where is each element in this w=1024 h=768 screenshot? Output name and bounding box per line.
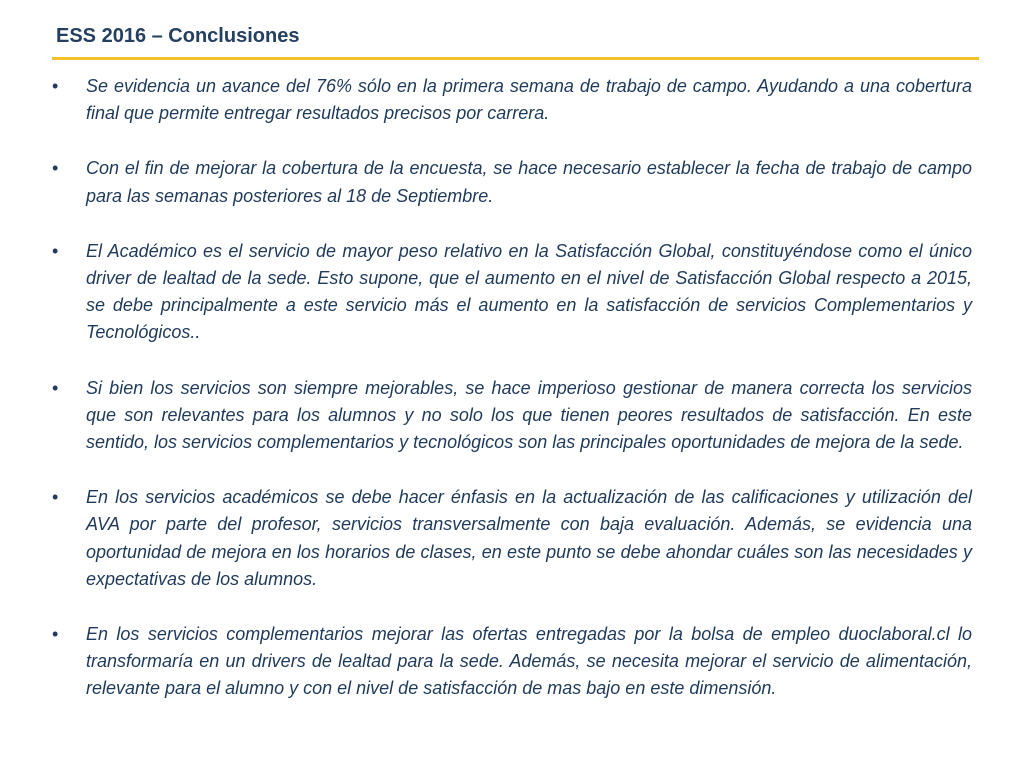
list-item-text: Si bien los servicios son siempre mejorables, se hace imperioso gestionar de manera correcta los servicios que son relevantes para los alumnos y no solo los que tienen peores resultados de satisfacción. En este sentido, los servicios complementarios y tecnológicos son las principales oportunidades de mejora de la sede. <box>86 377 972 453</box>
list-item-text: En los servicios académicos se debe hacer énfasis en la actualización de las calificaciones y utilización del AVA por parte del profesor, servicios transversalmente con baja evaluación. Además, se evidencia una oportunidad de mejora en los horarios de clases, en este punto se debe ahondar cuáles son las necesidades y expectativas de los alumnos. <box>86 487 972 589</box>
list-item <box>52 155 972 209</box>
conclusions-list <box>52 73 972 703</box>
bullet-icon: • <box>52 240 59 261</box>
bullet-icon: • <box>52 377 59 398</box>
list-item <box>52 73 972 127</box>
list-item <box>52 238 972 347</box>
bullet-icon: • <box>52 76 59 96</box>
title-divider <box>52 57 979 60</box>
list-item-text: El Académico es el servicio de mayor peso relativo en la Satisfacción Global, constituyéndose como el único driver de lealtad de la sede. Esto supone, que el aumento en el nivel de Satisfacción Global respecto a 2015, se debe principalmente a este servicio más el aumento en la satisfacción de servicios Complementarios y Tecnológicos.. <box>86 240 972 343</box>
list-item-text: Se evidencia un avance del 76% sólo en la primera semana de trabajo de campo. Ayudando a una cobertura final que permite entregar resultados precisos por carrera. <box>86 76 972 124</box>
list-item <box>52 621 972 703</box>
list-item <box>52 375 972 457</box>
bullet-icon: • <box>52 158 59 179</box>
list-item <box>52 484 972 593</box>
list-item-text: En los servicios complementarios mejorar las ofertas entregadas por la bolsa de empleo duoclaboral.cl lo transformaría en un drivers de lealtad para la sede. Además, se necesita mejorar el servicio de alimentación, relevante para el alumno y con el nivel de satisfacción de mas bajo en este dimensión. <box>86 624 972 699</box>
list-item-text: Con el fin de mejorar la cobertura de la encuesta, se hace necesario establecer la fecha de trabajo de campo para las semanas posteriores al 18 de Septiembre. <box>86 158 972 206</box>
bullet-icon: • <box>52 624 59 645</box>
bullet-icon: • <box>52 487 59 508</box>
page-title: ESS 2016 – Conclusiones <box>56 25 300 47</box>
